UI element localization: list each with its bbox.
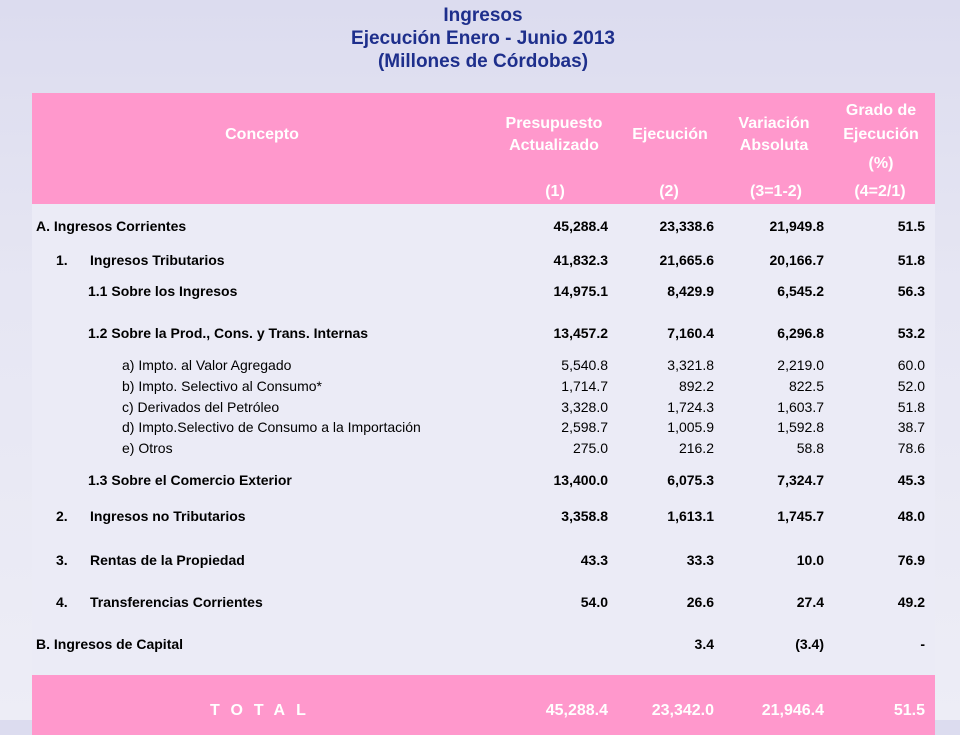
row-presupuesto: 275.0: [572, 440, 608, 456]
row-presupuesto: 2,598.7: [561, 419, 608, 435]
row-ejecucion: 3,321.8: [667, 357, 714, 373]
row-grado: 76.9: [897, 552, 925, 568]
header-formula-2: (2): [659, 183, 679, 200]
row-ejecucion: 23,338.6: [659, 218, 714, 234]
header-grado-pct: (%): [868, 155, 894, 172]
row-presupuesto: 45,288.4: [553, 218, 608, 234]
row-ejecucion: 26.6: [686, 594, 714, 610]
row-label: a) Impto. al Valor Agregado: [122, 357, 292, 373]
row-grado: 51.5: [897, 218, 925, 234]
row-presupuesto: 3,358.8: [561, 508, 608, 524]
row-grado: 38.7: [897, 419, 925, 435]
title-line-2: Ejecución Enero - Junio 2013: [351, 28, 615, 49]
row-ejecucion: 6,075.3: [667, 472, 714, 488]
row-presupuesto: 41,832.3: [553, 252, 608, 268]
row-number: 2.: [56, 508, 68, 524]
row-label: e) Otros: [122, 440, 173, 456]
header-formula-3: (3=1-2): [749, 183, 803, 200]
header-ejecucion: Ejecución: [632, 126, 708, 143]
row-variacion: 6,545.2: [777, 283, 824, 299]
row-variacion: 58.8: [796, 440, 824, 456]
header-presupuesto-2: Actualizado: [509, 137, 599, 154]
row-variacion: 822.5: [788, 378, 824, 394]
row-ejecucion: 1,613.1: [667, 508, 714, 524]
row-variacion: 1,592.8: [777, 419, 824, 435]
row-grado: 51.8: [897, 399, 925, 415]
total-ejecucion: 23,342.0: [651, 702, 714, 719]
row-presupuesto: 13,457.2: [553, 325, 608, 341]
row-label: Transferencias Corrientes: [90, 594, 263, 610]
row-grado: 49.2: [897, 594, 925, 610]
row-grado: -: [920, 636, 925, 652]
row-label: Ingresos no Tributarios: [90, 508, 246, 524]
row-presupuesto: 5,540.8: [561, 357, 608, 373]
total-label: TOTAL: [210, 702, 317, 719]
row-ejecucion: 216.2: [678, 440, 714, 456]
header-concepto: Concepto: [225, 126, 299, 143]
row-presupuesto: 14,975.1: [553, 283, 608, 299]
row-ejecucion: 1,005.9: [667, 419, 714, 435]
row-ejecucion: 1,724.3: [667, 399, 714, 415]
header-grado-2: Ejecución: [843, 126, 919, 143]
row-ejecucion: 8,429.9: [667, 283, 714, 299]
row-grado: 78.6: [897, 440, 925, 456]
row-grado: 60.0: [897, 357, 925, 373]
row-presupuesto: 3,328.0: [561, 399, 608, 415]
row-presupuesto: 1,714.7: [561, 378, 608, 394]
row-variacion: (3.4): [795, 636, 824, 652]
total-variacion: 21,946.4: [761, 702, 824, 719]
header-formula-4: (4=2/1): [854, 183, 906, 200]
row-label: 1.3 Sobre el Comercio Exterior: [88, 472, 292, 488]
header-grado-1: Grado de: [845, 102, 917, 119]
row-grado: 53.2: [897, 325, 925, 341]
row-ejecucion: 33.3: [686, 552, 714, 568]
row-number: 4.: [56, 594, 68, 610]
row-label: A. Ingresos Corrientes: [36, 218, 187, 234]
total-grado: 51.5: [893, 702, 925, 719]
header-variacion-2: Absoluta: [739, 137, 809, 154]
title-line-1: Ingresos: [443, 5, 523, 26]
row-label: B. Ingresos de Capital: [36, 636, 184, 652]
row-variacion: 10.0: [796, 552, 824, 568]
row-variacion: 7,324.7: [777, 472, 824, 488]
total-presupuesto: 45,288.4: [545, 702, 608, 719]
row-ejecucion: 21,665.6: [659, 252, 714, 268]
row-label: 1.2 Sobre la Prod., Cons. y Trans. Internas: [88, 325, 369, 341]
row-variacion: 1,745.7: [777, 508, 824, 524]
header-presupuesto-1: Presupuesto: [505, 115, 603, 132]
row-variacion: 1,603.7: [777, 399, 824, 415]
row-ejecucion: 3.4: [694, 636, 714, 652]
row-label: d) Impto.Selectivo de Consumo a la Importación: [122, 419, 421, 435]
header-variacion-1: Variación: [738, 115, 810, 132]
row-presupuesto: 13,400.0: [553, 472, 608, 488]
row-label: c) Derivados del Petróleo: [122, 399, 280, 415]
row-number: 3.: [56, 552, 68, 568]
row-label: Ingresos Tributarios: [90, 252, 225, 268]
header-formula-1: (1): [545, 183, 565, 200]
title-line-3: (Millones de Córdobas): [377, 51, 589, 72]
row-ejecucion: 892.2: [678, 378, 714, 394]
row-grado: 51.8: [897, 252, 925, 268]
row-grado: 45.3: [897, 472, 925, 488]
row-ejecucion: 7,160.4: [667, 325, 714, 341]
row-grado: 56.3: [897, 283, 925, 299]
row-variacion: 2,219.0: [777, 357, 824, 373]
row-grado: 48.0: [897, 508, 925, 524]
row-label: b) Impto. Selectivo al Consumo*: [122, 378, 322, 394]
row-label: 1.1 Sobre los Ingresos: [88, 283, 238, 299]
row-variacion: 27.4: [796, 594, 824, 610]
row-presupuesto: 54.0: [580, 594, 608, 610]
row-label: Rentas de la Propiedad: [90, 552, 245, 568]
row-grado: 52.0: [897, 378, 925, 394]
row-number: 1.: [56, 252, 68, 268]
row-variacion: 6,296.8: [777, 325, 824, 341]
row-presupuesto: 43.3: [580, 552, 608, 568]
row-variacion: 20,166.7: [769, 252, 824, 268]
row-variacion: 21,949.8: [769, 218, 824, 234]
